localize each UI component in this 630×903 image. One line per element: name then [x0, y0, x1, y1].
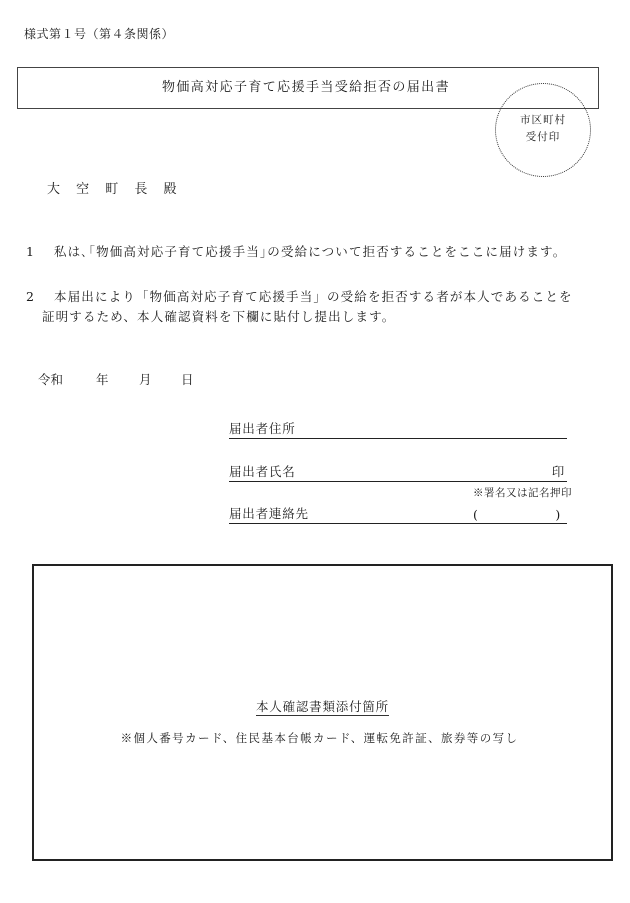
- contact-field[interactable]: [229, 504, 567, 524]
- document-title: 物価高対応子育て応援手当受給拒否の届出書: [161, 80, 450, 95]
- date-year-label: 年: [96, 372, 109, 387]
- paragraph-2: [26, 287, 573, 305]
- date-era: 令和: [38, 372, 64, 387]
- date-day-label: 日: [181, 372, 194, 387]
- addressee: 大 空 町 長 殿: [47, 182, 183, 197]
- attachment-note: ※個人番号カード、住民基本台帳カード、運転免許証、旅券等の写し: [120, 731, 519, 745]
- contact-label: 届出者連絡先: [229, 506, 309, 521]
- paragraph-1: [26, 242, 566, 260]
- paragraph-number: 2: [26, 289, 36, 304]
- paragraph-number: 1: [26, 244, 36, 259]
- seal-mark: 印: [551, 464, 565, 479]
- date-month-label: 月: [139, 372, 152, 387]
- address-label: 届出者住所: [229, 421, 296, 436]
- form-number: 様式第１号（第４条関係）: [24, 27, 175, 41]
- paragraph-text: 本届出により「物価高対応子育て応援手当」の受給を拒否する者が本人であることを: [54, 289, 573, 304]
- stamp-label-line1: 市区町村: [520, 114, 566, 126]
- signature-note: ※署名又は記名押印: [473, 487, 572, 499]
- address-field[interactable]: [229, 419, 567, 439]
- attachment-title-text: 本人確認書類添付箇所: [255, 699, 389, 714]
- paren-close: ): [555, 507, 561, 522]
- attachment-title: [34, 697, 611, 715]
- name-label: 届出者氏名: [229, 464, 296, 479]
- stamp-label-line2: 受付印: [525, 131, 561, 143]
- reception-stamp-area: [495, 83, 591, 177]
- paragraph-2-continuation: 証明するため、本人確認資料を下欄に貼付し提出します。: [42, 309, 396, 324]
- date-row: [38, 370, 194, 388]
- name-field[interactable]: [229, 462, 567, 482]
- paragraph-text: 私は､｢物価高対応子育て応援手当｣の受給について拒否することをここに届けます。: [54, 244, 567, 259]
- paren-open: (: [473, 507, 479, 522]
- id-document-attachment-area: [32, 564, 613, 861]
